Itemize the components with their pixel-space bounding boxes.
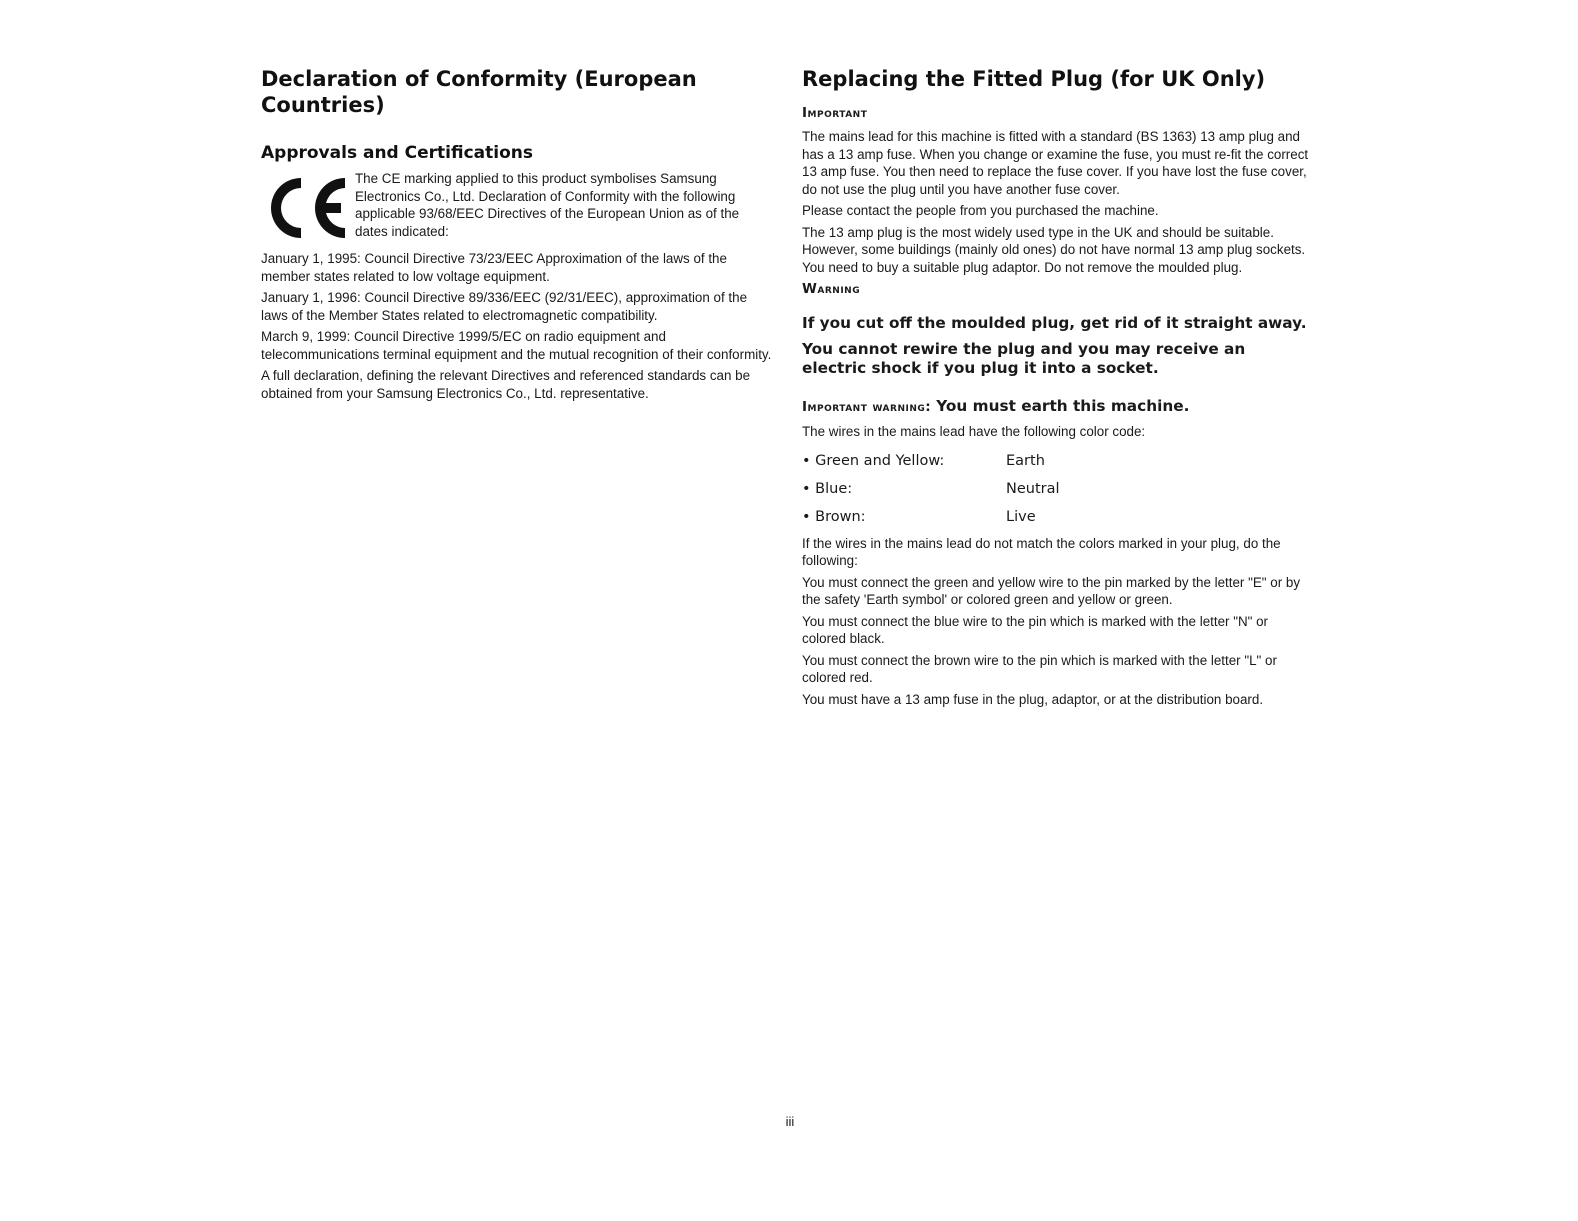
wire-value: Live: [1006, 508, 1036, 525]
warning-line-2: You cannot rewire the plug and you may receive an electric shock if you plug it into a socket.: [802, 340, 1246, 377]
wire-value: Neutral: [1006, 480, 1060, 497]
warning-line-1: If you cut off the moulded plug, get rid of it straight away.: [802, 314, 1307, 332]
left-column: [261, 66, 773, 406]
page-number: iii: [785, 1114, 795, 1129]
wire-name: • Blue:: [802, 480, 853, 497]
wire-name: • Brown:: [802, 508, 866, 525]
important-warning-text: You must earth this machine.: [936, 397, 1190, 415]
important-paragraph-3: The 13 amp plug is the most widely used type in the UK and should be suitable. However, some buildings (mainly old ones) do not have normal 13 amp plug sockets. You need to buy a suitable plug adaptor. Do not remove the moulded plug.: [802, 224, 1306, 275]
important-warning-label: Important warning:: [802, 399, 932, 415]
directive-1996: January 1, 1996: Council Directive 89/336/EEC (92/31/EEC), approximation of the laws of the Member States related to electromagnetic compatibility.: [261, 290, 748, 323]
ce-mark-icon: [261, 172, 355, 244]
ce-block: [261, 170, 773, 244]
ce-paragraph: The CE marking applied to this product symbolises Samsung Electronics Co., Ltd. Declaration of Conformity with the following applicable 93/68/EEC Directives of the European Union as of the dates indicated:: [355, 171, 740, 239]
approvals-heading: Approvals and Certifications: [261, 143, 533, 163]
wire-list: [802, 451, 1314, 527]
directive-1999: March 9, 1999: Council Directive 1999/5/EC on radio equipment and telecommunications terminal equipment and the mutual recognition of their conformity.: [261, 329, 772, 362]
important-warning: [802, 396, 1314, 417]
important-label: Important: [802, 105, 868, 121]
closing-paragraph-1: If the wires in the mains lead do not match the colors marked in your plug, do the following:: [802, 535, 1281, 568]
wire-row-blue: [802, 479, 1314, 499]
declaration-title: Declaration of Conformity (European Countries): [261, 67, 697, 117]
full-declaration-note: A full declaration, defining the relevant Directives and referenced standards can be obtained from your Samsung Electronics Co., Ltd. representative.: [261, 368, 751, 401]
plug-title: Replacing the Fitted Plug (for UK Only): [802, 67, 1266, 91]
important-paragraph-2: Please contact the people from you purchased the machine.: [802, 203, 1159, 218]
wire-row-brown: [802, 507, 1314, 527]
closing-paragraph-3: You must connect the blue wire to the pin which is marked with the letter "N" or colored black.: [802, 613, 1269, 646]
closing-paragraph-4: You must connect the brown wire to the pin which is marked with the letter "L" or colored red.: [802, 652, 1277, 685]
directive-1995: January 1, 1995: Council Directive 73/23/EEC Approximation of the laws of the member states related to low voltage equipment.: [261, 251, 727, 284]
wire-row-green-yellow: [802, 451, 1314, 471]
closing-paragraph-5: You must have a 13 amp fuse in the plug, adaptor, or at the distribution board.: [802, 691, 1264, 707]
warning-label: Warning: [802, 281, 861, 297]
wires-intro: The wires in the mains lead have the following color code:: [802, 424, 1146, 439]
closing-paragraph-2: You must connect the green and yellow wire to the pin marked by the letter "E" or by the safety 'Earth symbol' or colored green and yellow or green.: [802, 574, 1301, 607]
wire-name: • Green and Yellow:: [802, 452, 945, 469]
important-paragraph-1: The mains lead for this machine is fitted with a standard (BS 1363) 13 amp plug and has a 13 amp fuse. When you change or examine the fuse, you must re-fit the correct 13 amp fuse. You then need to replace the fuse cover. If you have lost the fuse cover, do not use the plug until you have another fuse cover.: [802, 129, 1309, 197]
right-column: [802, 66, 1314, 712]
wire-value: Earth: [1006, 452, 1045, 469]
